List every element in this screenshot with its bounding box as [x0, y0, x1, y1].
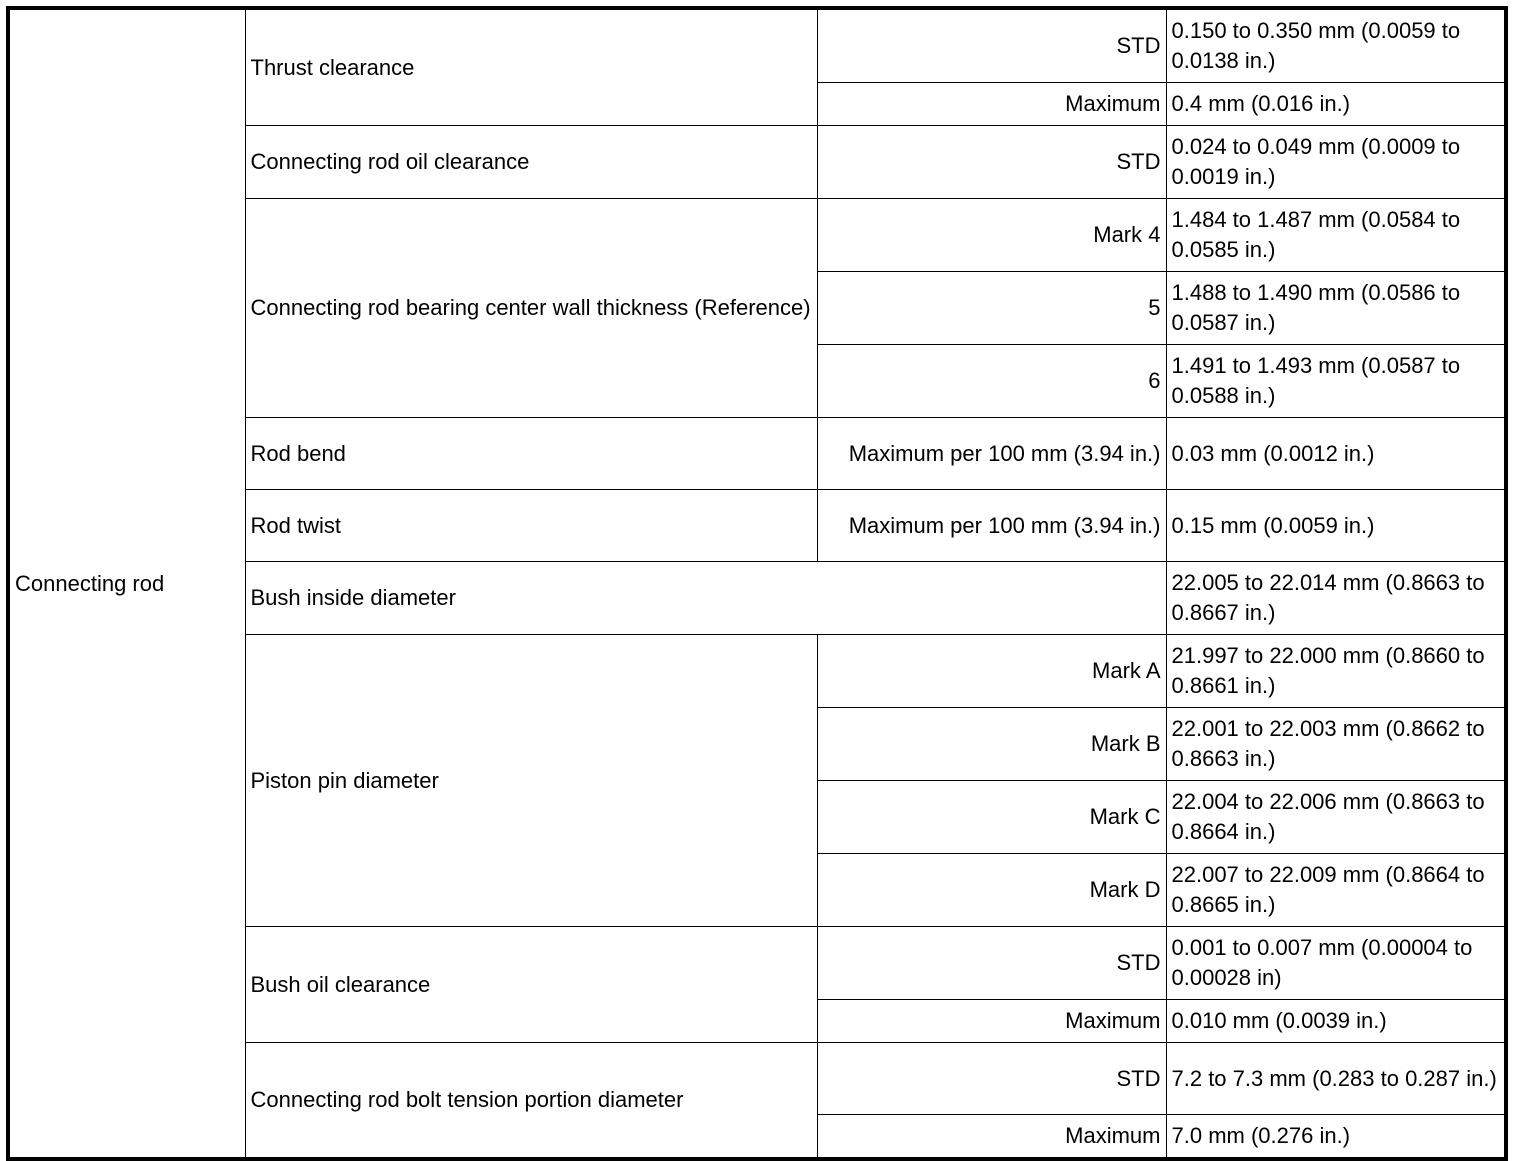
item-bearing-wall-thickness: Connecting rod bearing center wall thickness (Reference) [245, 199, 817, 418]
value-cell: 0.150 to 0.350 mm (0.0059 to 0.0138 in.) [1166, 8, 1506, 83]
value-cell: 0.010 mm (0.0039 in.) [1166, 1000, 1506, 1043]
value-cell: 1.491 to 1.493 mm (0.0587 to 0.0588 in.) [1166, 345, 1506, 418]
value-cell: 7.0 mm (0.276 in.) [1166, 1115, 1506, 1160]
group-label: Connecting rod [8, 8, 245, 1159]
value-cell: 22.007 to 22.009 mm (0.8664 to 0.8665 in.) [1166, 854, 1506, 927]
value-cell: 22.001 to 22.003 mm (0.8662 to 0.8663 in.) [1166, 708, 1506, 781]
value-cell: 22.005 to 22.014 mm (0.8663 to 0.8667 in.) [1166, 562, 1506, 635]
condition-cell: Mark C [817, 781, 1166, 854]
value-cell: 7.2 to 7.3 mm (0.283 to 0.287 in.) [1166, 1043, 1506, 1115]
value-cell: 0.001 to 0.007 mm (0.00004 to 0.00028 in) [1166, 927, 1506, 1000]
condition-cell: Maximum [817, 83, 1166, 126]
item-bolt-tension-diameter: Connecting rod bolt tension portion diameter [245, 1043, 817, 1160]
condition-cell: Mark B [817, 708, 1166, 781]
value-cell: 0.15 mm (0.0059 in.) [1166, 490, 1506, 562]
condition-cell: STD [817, 126, 1166, 199]
condition-cell: STD [817, 927, 1166, 1000]
condition-cell: Maximum per 100 mm (3.94 in.) [817, 418, 1166, 490]
value-cell: 1.488 to 1.490 mm (0.0586 to 0.0587 in.) [1166, 272, 1506, 345]
condition-cell: STD [817, 1043, 1166, 1115]
value-cell: 0.03 mm (0.0012 in.) [1166, 418, 1506, 490]
item-bush-oil-clearance: Bush oil clearance [245, 927, 817, 1043]
item-piston-pin-diameter: Piston pin diameter [245, 635, 817, 927]
condition-cell: STD [817, 8, 1166, 83]
condition-cell: Maximum [817, 1000, 1166, 1043]
condition-cell: Maximum [817, 1115, 1166, 1160]
item-thrust-clearance: Thrust clearance [245, 8, 817, 126]
value-cell: 21.997 to 22.000 mm (0.8660 to 0.8661 in.) [1166, 635, 1506, 708]
item-rod-bend: Rod bend [245, 418, 817, 490]
value-cell: 0.024 to 0.049 mm (0.0009 to 0.0019 in.) [1166, 126, 1506, 199]
condition-cell: Mark D [817, 854, 1166, 927]
value-cell: 22.004 to 22.006 mm (0.8663 to 0.8664 in.) [1166, 781, 1506, 854]
condition-cell: 5 [817, 272, 1166, 345]
condition-cell: 6 [817, 345, 1166, 418]
value-cell: 1.484 to 1.487 mm (0.0584 to 0.0585 in.) [1166, 199, 1506, 272]
item-bush-inside-diameter: Bush inside diameter [245, 562, 1166, 635]
table-row [8, 8, 1506, 83]
spec-table [6, 6, 1508, 1161]
item-oil-clearance: Connecting rod oil clearance [245, 126, 817, 199]
condition-cell: Mark 4 [817, 199, 1166, 272]
condition-cell: Maximum per 100 mm (3.94 in.) [817, 490, 1166, 562]
condition-cell: Mark A [817, 635, 1166, 708]
value-cell: 0.4 mm (0.016 in.) [1166, 83, 1506, 126]
item-rod-twist: Rod twist [245, 490, 817, 562]
